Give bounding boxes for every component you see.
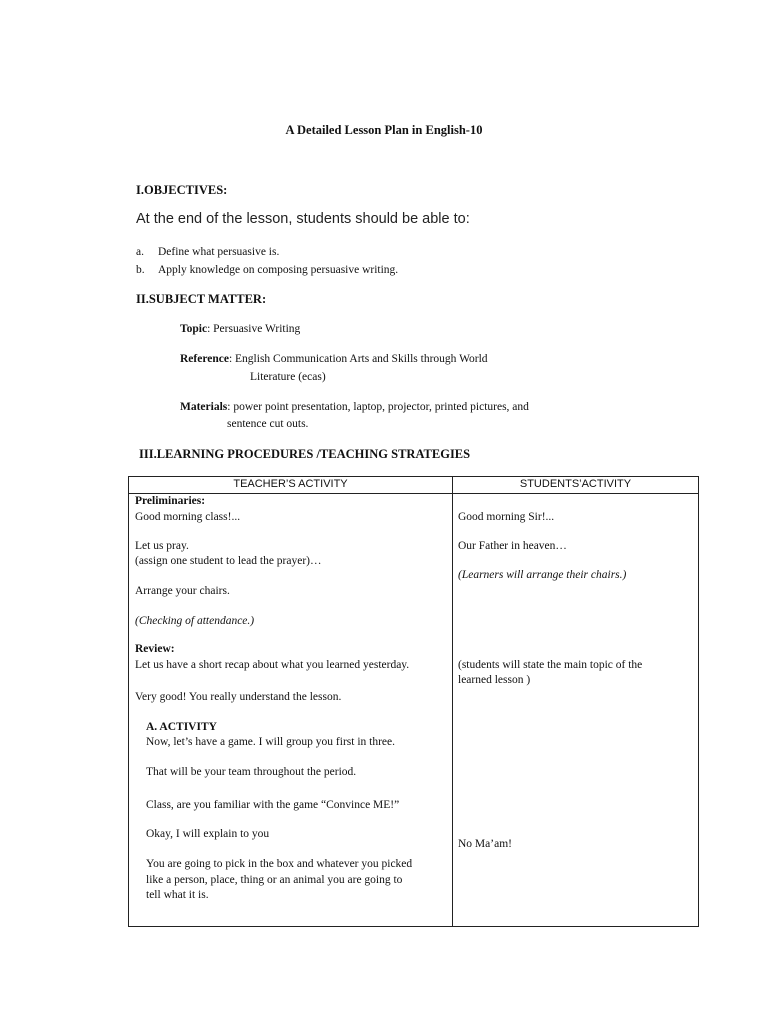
- topic-line: [180, 323, 300, 335]
- preliminaries-label: Preliminaries:: [135, 495, 206, 507]
- teacher-line: Good morning class!...: [135, 511, 241, 523]
- teacher-line: like a person, place, thing or an animal you are going to: [146, 874, 403, 886]
- teacher-line: Arrange your chairs.: [135, 585, 230, 597]
- column-divider: [452, 477, 453, 926]
- header-divider: [129, 493, 698, 494]
- student-line: Our Father in heaven…: [458, 540, 567, 552]
- reference-value: : English Communication Arts and Skills through World: [228, 353, 488, 365]
- objective-marker: a.: [136, 246, 144, 258]
- student-line: (students will state the main topic of the: [458, 659, 643, 671]
- teacher-line: Class, are you familiar with the game “Convince ME!”: [146, 799, 400, 811]
- materials-line: [180, 401, 529, 413]
- materials-value: : power point presentation, laptop, projector, printed pictures, and: [227, 401, 529, 413]
- teacher-activity-header: TEACHER’S ACTIVITY: [233, 478, 348, 490]
- teacher-line: Okay, I will explain to you: [146, 828, 270, 840]
- teacher-line: (assign one student to lead the prayer)…: [135, 555, 322, 567]
- review-label: Review:: [135, 643, 175, 655]
- topic-label: Topic: [180, 323, 208, 335]
- teacher-line: tell what it is.: [146, 889, 209, 901]
- objective-item: [136, 246, 279, 258]
- student-line: (Learners will arrange their chairs.): [458, 569, 627, 581]
- document-title: A Detailed Lesson Plan in English-10: [285, 123, 483, 137]
- teacher-line: Let us pray.: [135, 540, 189, 552]
- activity-table: [128, 476, 699, 927]
- reference-line: [180, 353, 488, 365]
- teacher-line: That will be your team throughout the period.: [146, 766, 357, 778]
- objective-text: Define what persuasive is.: [158, 246, 280, 258]
- reference-continuation: Literature (ecas): [250, 371, 326, 383]
- student-line: No Ma’am!: [458, 838, 512, 850]
- objective-item: [136, 264, 398, 276]
- topic-value: : Persuasive Writing: [207, 323, 301, 335]
- teacher-line: (Checking of attendance.): [135, 615, 255, 627]
- teacher-line: Let us have a short recap about what you learned yesterday.: [135, 659, 410, 671]
- teacher-line: Now, let’s have a game. I will group you first in three.: [146, 736, 395, 748]
- student-line: Good morning Sir!...: [458, 511, 555, 523]
- subject-matter-heading: II.SUBJECT MATTER:: [136, 292, 267, 306]
- objectives-heading: I.OBJECTIVES:: [136, 183, 228, 197]
- objectives-intro: At the end of the lesson, students should be able to:: [136, 211, 470, 227]
- activity-label: A. ACTIVITY: [146, 721, 217, 733]
- teacher-line: You are going to pick in the box and whatever you picked: [146, 858, 413, 870]
- materials-label: Materials: [180, 401, 228, 413]
- student-line: learned lesson ): [458, 674, 531, 686]
- teacher-line: Very good! You really understand the lesson.: [135, 691, 342, 703]
- objective-text: Apply knowledge on composing persuasive writing.: [158, 264, 399, 276]
- objective-marker: b.: [136, 264, 145, 276]
- materials-continuation: sentence cut outs.: [227, 418, 309, 430]
- student-activity-header: STUDENTS’ACTIVITY: [519, 478, 632, 490]
- procedures-heading: III.LEARNING PROCEDURES /TEACHING STRATEGIES: [139, 447, 471, 461]
- reference-label: Reference: [180, 353, 229, 365]
